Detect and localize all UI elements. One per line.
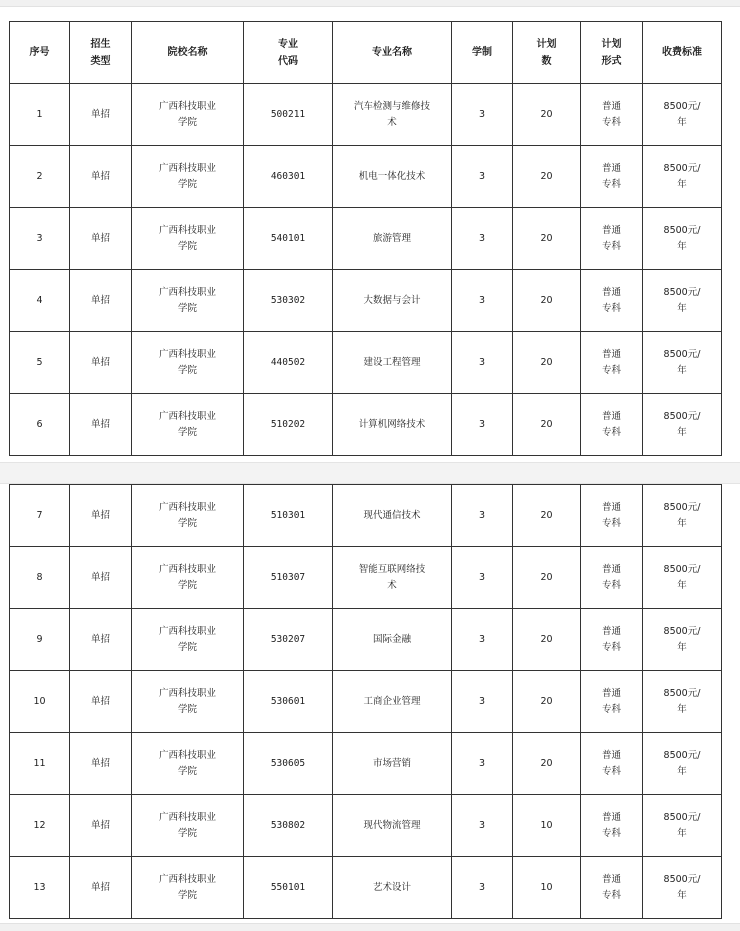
fee-cell: 8500元/ 年 — [643, 795, 722, 857]
type-cell: 单招 — [70, 84, 132, 146]
duration-cell: 3 — [452, 671, 513, 733]
header-fee: 收费标准 — [643, 22, 722, 84]
fee-cell: 8500元/ 年 — [643, 485, 722, 547]
fee-cell: 8500元/ 年 — [643, 609, 722, 671]
seq-cell: 11 — [10, 733, 70, 795]
school-cell: 广西科技职业 学院 — [132, 84, 244, 146]
duration-cell: 3 — [452, 547, 513, 609]
code-cell: 530302 — [244, 270, 333, 332]
table-row — [10, 671, 722, 733]
form-cell: 普通 专科 — [581, 146, 643, 208]
major-cell: 现代通信技术 — [333, 485, 452, 547]
major-cell: 机电一体化技术 — [333, 146, 452, 208]
quota-cell: 20 — [513, 609, 581, 671]
code-cell: 460301 — [244, 146, 333, 208]
header-duration: 学制 — [452, 22, 513, 84]
fee-cell: 8500元/ 年 — [643, 208, 722, 270]
type-cell: 单招 — [70, 332, 132, 394]
table-row — [10, 609, 722, 671]
duration-cell: 3 — [452, 733, 513, 795]
duration-cell: 3 — [452, 394, 513, 456]
form-cell: 普通 专科 — [581, 394, 643, 456]
code-cell: 500211 — [244, 84, 333, 146]
table-row — [10, 795, 722, 857]
major-cell: 智能互联网络技 术 — [333, 547, 452, 609]
major-cell: 汽车检测与维修技 术 — [333, 84, 452, 146]
form-cell: 普通 专科 — [581, 84, 643, 146]
type-cell: 单招 — [70, 485, 132, 547]
type-cell: 单招 — [70, 609, 132, 671]
quota-cell: 20 — [513, 146, 581, 208]
quota-cell: 20 — [513, 485, 581, 547]
code-cell: 540101 — [244, 208, 333, 270]
header-code: 专业 代码 — [244, 22, 333, 84]
quota-cell: 10 — [513, 795, 581, 857]
quota-cell: 20 — [513, 394, 581, 456]
fee-cell: 8500元/ 年 — [643, 671, 722, 733]
seq-cell: 1 — [10, 84, 70, 146]
header-type: 招生 类型 — [70, 22, 132, 84]
code-cell: 510202 — [244, 394, 333, 456]
school-cell: 广西科技职业 学院 — [132, 270, 244, 332]
code-cell: 510301 — [244, 485, 333, 547]
table-row — [10, 208, 722, 270]
form-cell: 普通 专科 — [581, 485, 643, 547]
code-cell: 510307 — [244, 547, 333, 609]
school-cell: 广西科技职业 学院 — [132, 733, 244, 795]
type-cell: 单招 — [70, 671, 132, 733]
quota-cell: 20 — [513, 671, 581, 733]
form-cell: 普通 专科 — [581, 795, 643, 857]
fee-cell: 8500元/ 年 — [643, 270, 722, 332]
major-cell: 大数据与会计 — [333, 270, 452, 332]
quota-cell: 20 — [513, 733, 581, 795]
duration-cell: 3 — [452, 857, 513, 919]
major-cell: 市场营销 — [333, 733, 452, 795]
major-cell: 工商企业管理 — [333, 671, 452, 733]
seq-cell: 13 — [10, 857, 70, 919]
major-cell: 现代物流管理 — [333, 795, 452, 857]
form-cell: 普通 专科 — [581, 208, 643, 270]
form-cell: 普通 专科 — [581, 671, 643, 733]
duration-cell: 3 — [452, 146, 513, 208]
seq-cell: 3 — [10, 208, 70, 270]
school-cell: 广西科技职业 学院 — [132, 208, 244, 270]
type-cell: 单招 — [70, 857, 132, 919]
duration-cell: 3 — [452, 485, 513, 547]
school-cell: 广西科技职业 学院 — [132, 795, 244, 857]
code-cell: 530605 — [244, 733, 333, 795]
major-cell: 建设工程管理 — [333, 332, 452, 394]
form-cell: 普通 专科 — [581, 733, 643, 795]
seq-cell: 12 — [10, 795, 70, 857]
fee-cell: 8500元/ 年 — [643, 146, 722, 208]
code-cell: 440502 — [244, 332, 333, 394]
seq-cell: 2 — [10, 146, 70, 208]
table-row — [10, 857, 722, 919]
quota-cell: 20 — [513, 270, 581, 332]
school-cell: 广西科技职业 学院 — [132, 485, 244, 547]
major-cell: 旅游管理 — [333, 208, 452, 270]
duration-cell: 3 — [452, 84, 513, 146]
fee-cell: 8500元/ 年 — [643, 332, 722, 394]
type-cell: 单招 — [70, 394, 132, 456]
fee-cell: 8500元/ 年 — [643, 733, 722, 795]
page-break-band — [0, 462, 740, 484]
seq-cell: 6 — [10, 394, 70, 456]
seq-cell: 8 — [10, 547, 70, 609]
duration-cell: 3 — [452, 609, 513, 671]
form-cell: 普通 专科 — [581, 609, 643, 671]
school-cell: 广西科技职业 学院 — [132, 146, 244, 208]
quota-cell: 20 — [513, 332, 581, 394]
table-row — [10, 733, 722, 795]
type-cell: 单招 — [70, 146, 132, 208]
quota-cell: 20 — [513, 547, 581, 609]
seq-cell: 9 — [10, 609, 70, 671]
form-cell: 普通 专科 — [581, 857, 643, 919]
quota-cell: 20 — [513, 84, 581, 146]
header-form: 计划 形式 — [581, 22, 643, 84]
table-row — [10, 84, 722, 146]
top-border — [0, 0, 740, 7]
school-cell: 广西科技职业 学院 — [132, 609, 244, 671]
seq-cell: 10 — [10, 671, 70, 733]
duration-cell: 3 — [452, 332, 513, 394]
header-major: 专业名称 — [333, 22, 452, 84]
type-cell: 单招 — [70, 547, 132, 609]
table-row — [10, 332, 722, 394]
major-cell: 艺术设计 — [333, 857, 452, 919]
school-cell: 广西科技职业 学院 — [132, 332, 244, 394]
duration-cell: 3 — [452, 208, 513, 270]
duration-cell: 3 — [452, 270, 513, 332]
fee-cell: 8500元/ 年 — [643, 394, 722, 456]
table-row — [10, 146, 722, 208]
code-cell: 530207 — [244, 609, 333, 671]
seq-cell: 5 — [10, 332, 70, 394]
quota-cell: 10 — [513, 857, 581, 919]
major-cell: 计算机网络技术 — [333, 394, 452, 456]
type-cell: 单招 — [70, 208, 132, 270]
type-cell: 单招 — [70, 733, 132, 795]
fee-cell: 8500元/ 年 — [643, 84, 722, 146]
code-cell: 550101 — [244, 857, 333, 919]
form-cell: 普通 专科 — [581, 547, 643, 609]
fee-cell: 8500元/ 年 — [643, 857, 722, 919]
code-cell: 530802 — [244, 795, 333, 857]
table-row — [10, 270, 722, 332]
header-quota: 计划 数 — [513, 22, 581, 84]
header-seq: 序号 — [10, 22, 70, 84]
table-row — [10, 485, 722, 547]
school-cell: 广西科技职业 学院 — [132, 547, 244, 609]
enrollment-table-part2 — [9, 484, 722, 919]
code-cell: 530601 — [244, 671, 333, 733]
seq-cell: 4 — [10, 270, 70, 332]
type-cell: 单招 — [70, 270, 132, 332]
header-row — [10, 22, 722, 84]
form-cell: 普通 专科 — [581, 270, 643, 332]
fee-cell: 8500元/ 年 — [643, 547, 722, 609]
major-cell: 国际金融 — [333, 609, 452, 671]
quota-cell: 20 — [513, 208, 581, 270]
duration-cell: 3 — [452, 795, 513, 857]
seq-cell: 7 — [10, 485, 70, 547]
header-school: 院校名称 — [132, 22, 244, 84]
school-cell: 广西科技职业 学院 — [132, 394, 244, 456]
school-cell: 广西科技职业 学院 — [132, 671, 244, 733]
enrollment-table-part1 — [9, 21, 722, 456]
table-row — [10, 547, 722, 609]
table-row — [10, 394, 722, 456]
form-cell: 普通 专科 — [581, 332, 643, 394]
type-cell: 单招 — [70, 795, 132, 857]
school-cell: 广西科技职业 学院 — [132, 857, 244, 919]
